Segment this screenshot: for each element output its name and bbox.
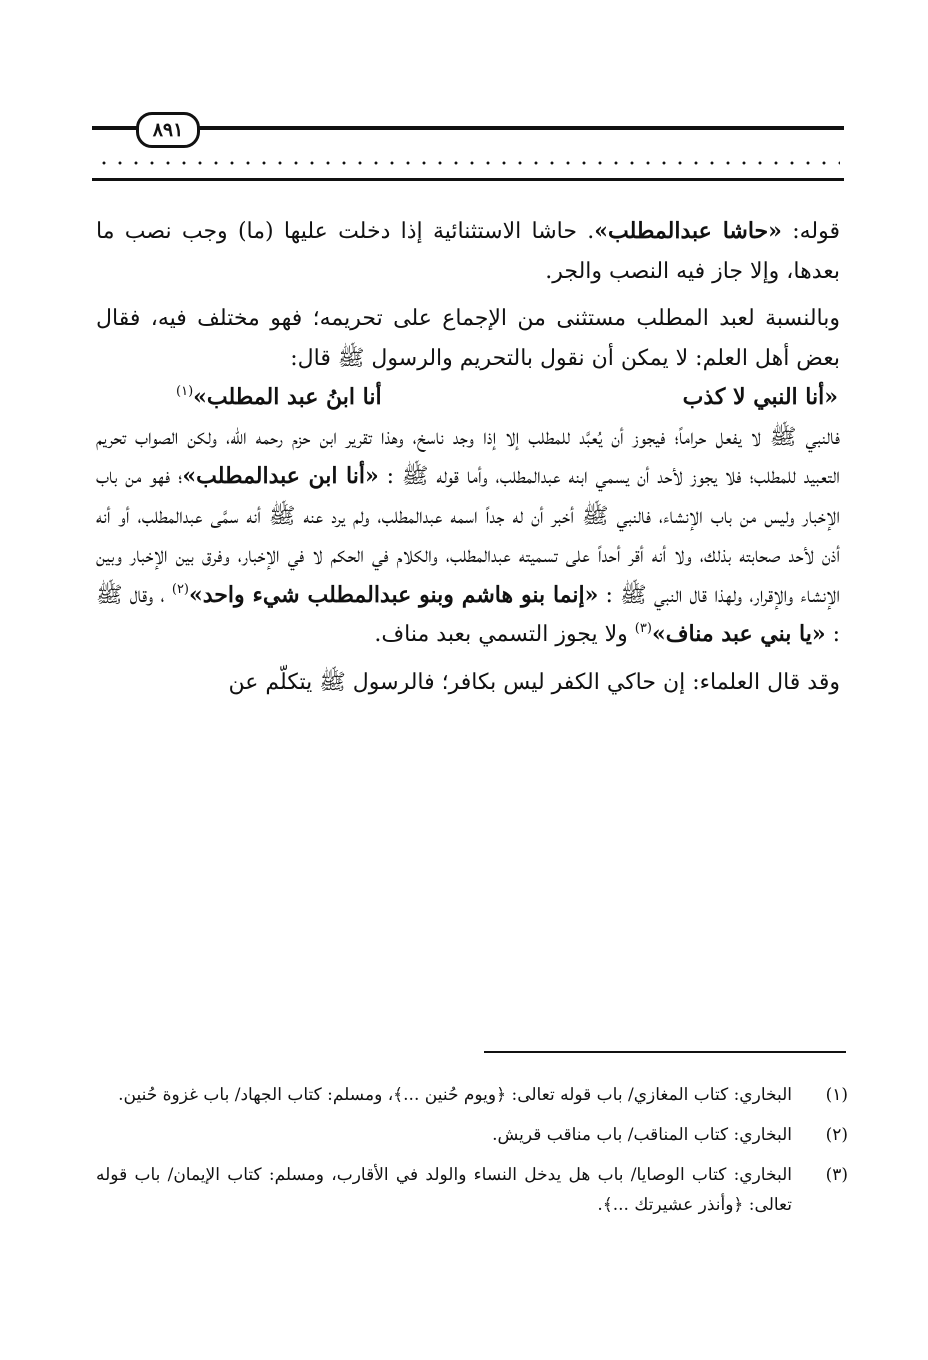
page-number: ٨٩١ <box>152 118 184 141</box>
footnotes <box>96 1080 848 1230</box>
p3-part-a: فالنبي ﷺ لا يفعل حراماً؛ فيجوز أن يُعبَّد للمطلب إلا إذا وجد ناسخ، وهذا تقرير ابن حزم رحمه الله، ولكن الصواب تحريم التعبيد للمطلب؛ فلا يجوز لأحد أن يسمي ابنه عبدالمطلب، وأما قوله ﷺ : <box>96 424 840 489</box>
footnote-number: (١) <box>825 1085 848 1105</box>
footnote-number: (٢) <box>825 1125 848 1145</box>
p3-quote-1: «أنا ابن عبدالمطلب» <box>182 463 379 489</box>
footnote-ref-2: (٢) <box>171 581 189 597</box>
header-dotted-line <box>96 160 840 166</box>
footnote-2 <box>96 1120 848 1150</box>
main-text <box>96 212 840 702</box>
page-number-badge <box>136 112 200 148</box>
p1-prefix: قوله: <box>781 219 840 244</box>
footnote-text: البخاري: كتاب المناقب/ باب مناقب قريش. <box>492 1125 792 1145</box>
footnote-ref-1: (١) <box>176 384 194 399</box>
p3-part-d: ولا يجوز التسمي بعبد مناف. <box>374 622 635 647</box>
p1-quote: «حاشا عبدالمطلب» <box>594 218 782 244</box>
footnote-separator <box>484 1051 846 1053</box>
header-top-rule <box>92 126 844 130</box>
paragraph-2: وبالنسبة لعبد المطلب مستثنى من الإجماع على تحريمه؛ فهو مختلف فيه، فقال بعض أهل العلم: لا يمكن أن نقول بالتحريم والرسول ﷺ قال: <box>96 306 840 371</box>
p3-quote-2: «إنما بنو هاشم وبنو عبدالمطلب شيء واحد» <box>189 581 599 608</box>
page-header <box>92 112 844 184</box>
header-bottom-rule <box>92 178 844 181</box>
footnote-number: (٣) <box>825 1165 848 1185</box>
paragraph-3 <box>96 418 840 655</box>
footnote-text: البخاري: كتاب المغازي/ باب قوله تعالى: ﴿ويوم حُنين ...﴾، ومسلم: كتاب الجهاد/ باب غزوة حُنين. <box>118 1085 792 1105</box>
footnote-text: البخاري: كتاب الوصايا/ باب هل يدخل النساء والولد في الأقارب، ومسلم: كتاب الإيمان/ باب قوله تعالى: ﴿وأنذر عشيرتك ...﴾. <box>96 1165 792 1215</box>
p3-part-b: ؛ فهو من باب الإخبار وليس من باب الإنشاء، فالنبي ﷺ أخبر أن له جداً اسمه عبدالمطلب، ولم يرد عنه ﷺ أنه سمَّى عبدالمطلب، أو أنه أذن لأحد صحابته بذلك، ولا أنه أقر أحداً على تسميته عبدالمطلب، والكلام في الحكم لا في الإخبار، وفرق بين الإخبار وبين الإنشاء والإقرار، ولهذا قال النبي ﷺ : <box>96 464 841 608</box>
footnote-3 <box>96 1160 848 1220</box>
poem-second-text: أنا ابنُ عبد المطلب» <box>193 384 382 410</box>
p3-quote-3: «يا بني عبد مناف» <box>651 621 826 647</box>
poem-first-half: «أنا النبي لا كذب <box>682 384 838 410</box>
paragraph-4: وقد قال العلماء: إن حاكي الكفر ليس بكافر؛ فالرسول ﷺ يتكلّم عن <box>228 669 840 695</box>
paragraph-1 <box>96 212 840 291</box>
poem-second-half <box>176 378 382 418</box>
footnote-ref-3: (٣) <box>634 621 652 636</box>
footnote-1 <box>96 1080 848 1110</box>
poem-verse <box>96 378 840 418</box>
p1-rest: . حاشا الاستثنائية إذا دخلت عليها (ما) وجب نصب ما بعدها، وإلا جاز فيه النصب والجر. <box>96 219 840 284</box>
p3-part-c: ، وقال ﷺ : <box>96 582 840 647</box>
